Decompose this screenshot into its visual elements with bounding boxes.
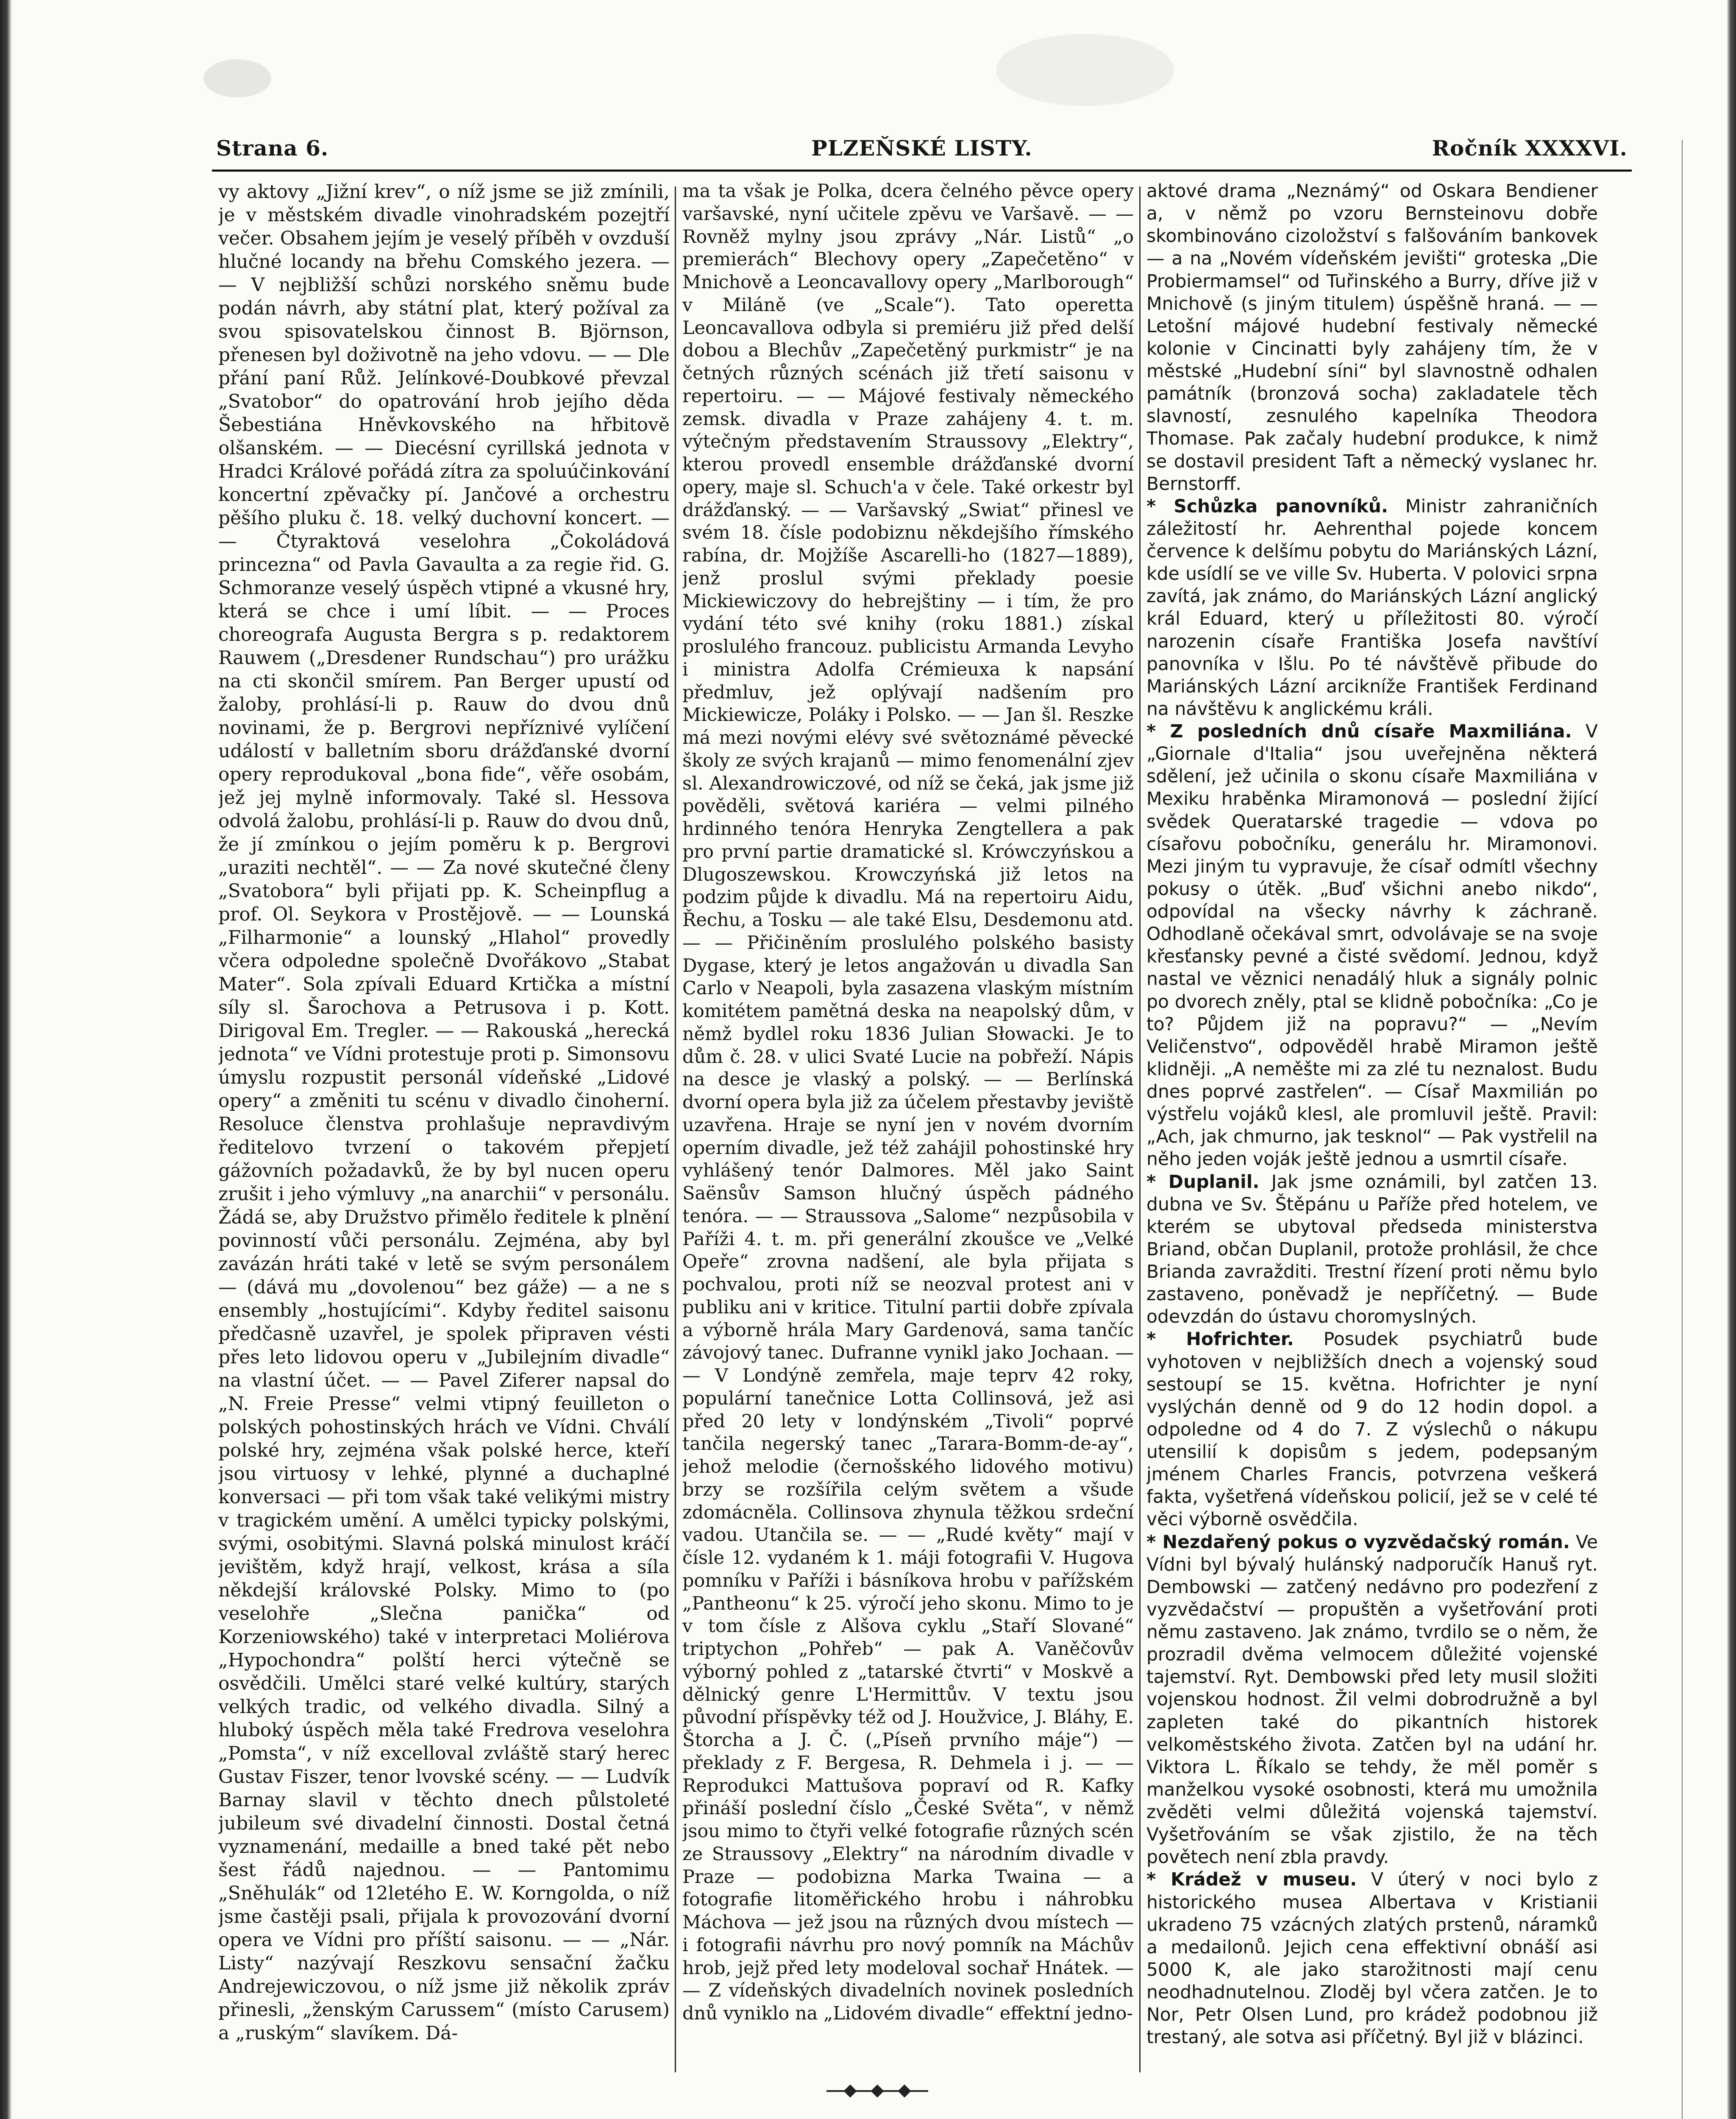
news-item	[1146, 1328, 1598, 1531]
header-rule	[212, 170, 1632, 172]
page-number: Strana 6.	[216, 136, 329, 161]
news-item-text: Ve Vídni byl bývalý hulánský nadporučík Hanuš ryt. Dembowski — zatčený nedávno pro podezření z vyzvědačství — propuštěn a vyšetřování proti němu zastaveno. Jak známo, tvrdilo se o něm, že prozradil dvěma velmocem důležité vojenské tajemství. Ryt. Dembowski před lety musil složiti vojenskou hodnost. Žil velmi dobrodružně a byl zapleten také do pikantních historek velkoměstského života. Zatčen byl na udání hr. Viktora L. Říkalo se tehdy, že měl poměr s manželkou vysoké osobnosti, která mu umožnila zvěděti velmi důležitá vojenská tajemství. Vyšetřováním se však zjistilo, že na těch povětech není zbla pravdy.	[1146, 1532, 1598, 1868]
article-text: vy aktovy „Jižní krev“, o níž jsme se již zmínili, je v městském divadle vinohradském pozejtří večer. Obsahem jejím je veselý příběh v ovzduší hlučné locandy na břehu Comského jezera. — — V nejbližší schůzi norského sněmu bude podán návrh, aby státní plat, který požíval za svou spisovatelskou činnost B. Björnson, přenesen byl doživotně na jeho vdovu. — — Dle přání paní Růž. Jelínkové-Doubkové převzal „Svatobor“ do opatrování hrob jejího děda Šebestiána Hněvkovského na hřbitově olšanském. — — Diecésní cyrillská jednota v Hradci Králové pořádá zítra za spoluúčinkování koncertní zpěvačky pí. Jančové a orchestru pěšího pluku č. 18. velký duchovní koncert. — — Čtyraktová veselohra „Čokoládová princezna“ od Pavla Gavaulta a za regie řid. G. Schmoranze veselý úspěch vtipné a vkusné hry, která se chce i umí líbit. — — Proces choreografa Augusta Bergra s p. redaktorem Rauwem („Dresdener Rundschau“) pro urážku na cti skončil smírem. Pan Berger upustí od žaloby, prohlásí-li p. Rauw do dvou dnů novinami, že p. Bergrovi nepříznivé vylíčení událostí v balletním sboru drážďanské dvorní opery reprodukoval „bona fide“, věře osobám, jež jej mylně informovaly. Také sl. Hessova odvolá žalobu, prohlásí-li p. Rauw do dvou dnů, že jí zmínkou o jejím poměru k p. Bergrovi „uraziti nechtěl“. — — Za nové skutečné členy „Svatobora“ byli přijati pp. K. Scheinpflug a prof. Ol. Seykora v Prostějově. — — Lounská „Filharmonie“ a lounský „Hlahol“ provedly včera odpoledne společně Dvořákovo „Stabat Mater“. Sola zpívali Eduard Krtička a místní síly sl. Šarochova a Petrusova i p. Kott. Dirigoval Em. Tregler. — — Rakouská „herecká jednota“ ve Vídni protestuje proti p. Simonsovu úmyslu rozpustit personál vídeňské „Lidové opery“ a změniti tu scénu v divadlo činoherní. Resoluce členstva prohlašuje nepravdivým ředitelovo tvrzení o takovém přepjetí gážovních požadavků, že by byl nucen operu zrušit i jeho výmluvy „na anarchii“ v personálu. Žádá se, aby Družstvo přimělo ředitele k plnění povinností vůči personálu. Zejména, aby byl zavázán hráti také v letě se svým personálem — (dává mu „dovolenou“ bez gáže) — a ne s ensembly „hostujícími“. Kdyby ředitel saisonu předčasně uzavřel, je spolek připraven vésti přes leto lidovou operu v „Jubilejním divadle“ na vlastní účet. — — Pavel Ziferer napsal do „N. Freie Presse“ velmi vtipný feuilleton o polských pohostinských hrách ve Vídni. Chválí polské hry, zejména však polské herce, kteří jsou virtuosy v lehké, plynné a duchaplné konversaci — při tom však také velikými mistry v tragickém umění. A umělci typicky polskými, svými, osobitými. Slavná polská minulost kráčí jevištěm, když hrají, velkost, krása a síla někdejší královské Polsky. Mimo to (po veselohře „Slečna panička“ od Korzeniowského) také v interpretaci Moliérova „Hypochondra“ polští herci výtečně se osvědčili. Umělci staré velké kultúry, starých velkých tradic, od velkého divadla. Silný a hluboký úspěch měla také Fredrova veselohra „Pomsta“, v níž excelloval zvláště starý herec Gustav Fiszer, tenor lvovské scény. — — Ludvík Barnay slavil v těchto dnech půlstoleté jubileum své divadelní činnosti. Dostal četná vyznamenání, medaille a bned také pět nebo šest řádů najednou. — — Pantomimu „Sněhulák“ od 12letého E. W. Korngolda, o níž jsme častěji psali, přijala k provozování dvorní opera ve Vídni pro příští saisonu. — — „Nár. Listy“ nazývají Reszkovu sensační žačku Andrejewiczovou, o níž jsme již několik zpráv přinesli, „ženským Carussem“ (místo Carusem) a „ruským“ slavíkem. Dá-	[218, 181, 670, 2044]
news-item-text: Posudek psychiatrů bude vyhotoven v nejbližších dnech a vojenský soud sestoupí se 15. května. Hofrichter je nyní vyslýchán denně od 9 do 12 hodin dopol. a odpoledne od 4 do 7. Z výslechů o nákupu utensilií k dopisům s jedem, podepsaným jménem Charles Francis, potvrzena veškerá fakta, vyšetřená vídeňskou policií, jež se v celé té věci výborně osvědčila.	[1146, 1329, 1598, 1530]
end-ornament	[826, 2084, 928, 2097]
news-item-text: V „Giornale d'Italia“ jsou uveřejněna některá sdělení, jež učinila o skonu císaře Maxmiliána v Mexiku hraběnka Miramonová — poslední žijící svědek Queratarské tragedie — vdova po císařovu pobočníku, generálu hr. Miramonovi. Mezi jiným tu vypravuje, že císař odmítl všechny pokusy o útěk. „Buď všichni anebo nikdo“, odpovídal na všecky návrhy k záchraně. Odhodlaně očekával smrt, odvolávaje se na svoje křesťansky pevné a čisté svědomí. Jednou, když nastal ve věznici nenadálý hluk a signály polnic po dvorech zněly, ptal se klidně pobočníka: „Co je to? Půjdem již na popravu?“ — „Nevím Veličenstvo“, odpověděl hrabě Miramon ještě klidněji. „A neměšte mi za zlé tu neznalost. Budu dnes poprvé zastřelen“. — Císař Maxmilián po výstřelu vojáků klesl, ale promluvil ještě. Pravil: „Ach, jak chmurno, jak tesknol“ — Pak vystřelil na něho jeden voják ještě jednou a usmrtil císaře.	[1146, 721, 1598, 1170]
paper-smudge	[996, 34, 1174, 106]
news-item	[1146, 1171, 1598, 1329]
news-item-text: Ministr zahraničních záležitostí hr. Aehrenthal pojede koncem července k delšímu pobytu do Mariánských Lázní, kde usídlí se ve ville Sv. Huberta. V polovici srpna zavítá, jak známo, do Mariánských Lázní anglický král Eduard, který u příležitosti 80. výročí narozenin císaře Františka Josefa navštíví panovníka v Išlu. Po té návštěvě přibude do Mariánských Lázní arcikníže František Ferdinand na návštěvu k anglickému králi.	[1146, 496, 1598, 720]
news-item-title: * Nezdařený pokus o vyzvědačský román.	[1146, 1532, 1570, 1553]
column-3	[1146, 180, 1598, 2075]
ornament-dot	[898, 2084, 911, 2097]
scan-edge-right	[1727, 0, 1736, 2119]
ornament-dot	[871, 2084, 884, 2097]
news-item	[1146, 495, 1598, 720]
newspaper-title: PLZEŇSKÉ LISTY.	[811, 136, 1032, 161]
article-text: ma ta však je Polka, dcera čelného pěvce opery varšavské, nyní učitele zpěvu ve Varšavě. — — Rovněž mylny jsou zprávy „Nár. Listů“ „o premierách“ Blechovy opery „Zapečetěno“ v Mnichově a Leoncavallovy opery „Marlborough“ v Miláně (ve „Scale“). Tato operetta Leoncavallova odbyla si premiéru již před delší dobou a Blechův „Zapečetěný purkmistr“ je na četných různých scénách již třetí saisonu v repertoiru. — — Májové festivaly německého zemsk. divadla v Praze zahájeny 4. t. m. výtečným představením Straussovy „Elektry“, kterou provedl ensemble drážďanské dvorní opery, maje sl. Schuch'a v čele. Také orkestr byl drážďanský. — — Varšavský „Swiat“ přinesl ve svém 18. čísle podobiznu někdejšího římského rabína, dr. Mojžíše Ascarelli-ho (1827—1889), jenž proslul svými překlady poesie Mickiewiczovy do hebrejštiny — i tím, že pro vydání této své knihy (roku 1881.) získal proslulého francouz. publicistu Armanda Levyho i ministra Adolfa Crémieuxa k napsání předmluv, jež oplývají nadšením pro Mickiewicze, Poláky i Polsko. — — Jan šl. Reszke má mezi novými elévy své světoznámé pěvecké školy ze svých krajanů — mimo fenomenální zjev sl. Alexandrowiczové, od níž se čeká, jak jsme již pověděli, světová kariéra — velmi pilného hrdinného tenóra Henryka Zengtellera a pak pro první partie dramatické sl. Krówczyńskou a Dlugoszewskou. Krowczyńská již letos na podzim půjde k divadlu. Má na repertoiru Aidu, Řechu, a Tosku — ale také Elsu, Desdemonu atd. — — Přičiněním proslulého polského basisty Dygase, který je letos angažován u divadla San Carlo v Neapoli, byla zasazena vlaským místním komitétem pamětná deska na neapolský dům, v němž bydlel roku 1836 Julian Słowacki. Je to dům č. 28. v ulici Svaté Lucie na pobřeží. Nápis na desce je vlaský a polský. — — Berlínská dvorní opera byla již za účelem přestavby jeviště uzavřena. Hraje se nyní jen v novém dvorním operním divadle, jež též zahájil pohostinské hry vyhlášený tenór Dalmores. Měl jako Saint Saënsův Samson hlučný úspěch pádného tenóra. — — Straussova „Salome“ nezpůsobila v Paříži 4. t. m. při generální zkoušce ve „Velké Opeře“ zrovna nadšení, ale byla přijata s pochvalou, proti níž se neozval protest ani v publiku ani v kritice. Titulní partii dobře zpívala a výborně hrála Mary Gardenová, sama tančíc závojový tanec. Dufranne vynikl jako Jochaan. — — V Londýně zemřela, maje teprv 42 roky, populární tanečnice Lotta Collinsová, jež asi před 20 lety v londýnském „Tivoli“ poprvé tančila negerský tanec „Tarara-Bomm-de-ay“, jehož melodie (černošského lidového motivu) brzy se rozšířila celým světem a všude zdomácněla. Collinsova zhynula těžkou srdeční vadou. Utančila se. — — „Rudé květy“ mají v čísle 12. vydaném k 1. máji fotografii V. Hugova pomníku v Paříži i básníkova hrobu v pařížském „Pantheonu“ k 25. výročí jeho skonu. Mimo to je v tom čísle z Alšova cyklu „Staří Slované“ triptychon „Pohřeb“ — pak A. Vaněčovův výborný pohled z „tatarské čtvrti“ v Moskvě a dělnický genre L'Hermittův. V textu jsou původní příspěvky též od J. Houžvice, J. Bláhy, E. Štorcha a J. Č. („Píseň prvního máje“) — překlady z F. Bergesa, R. Dehmela i j. — — Reprodukci Mattušova popraví od R. Kafky přináší poslední číslo „České Světa“, v němž jsou mimo to čtyři velké fotografie různých scén ze Straussovy „Elektry“ na národním divadle v Praze — podobizna Marka Twaina — a fotografie litoměřického hrobu i náhrobku Máchova — jež jsou na různých dvou místech — i fotografii návrhu pro nový pomník na Máchův hrob, jejž před lety modeloval sochař Hnátek. — — Z vídeňských divadelních novinek posledních dnů vyniklo na „Lidovém divadle“ effektní jedno-	[682, 181, 1134, 2024]
paper-smudge	[203, 59, 271, 97]
column-divider	[675, 186, 676, 2072]
news-item-title: * Hofrichter.	[1146, 1329, 1294, 1350]
page-fold-line	[1682, 140, 1683, 2119]
page-header	[216, 136, 1628, 170]
news-item-text: V úterý v noci bylo z historického musea Albertava v Kristianii ukradeno 75 vzácných zlatých prstenů, náramků a medailonů. Jejich cena effektivní obnáší asi 5000 K, ale jako starožitnosti mají cenu neodhadnutelnou. Zloděj byl včera zatčen. Je to Nor, Petr Olsen Lund, pro krádež podobnou již trestaný, ale sotva asi příčetný. Byl již v blázinci.	[1146, 1869, 1598, 2048]
news-item-text: Jak jsme oznámili, byl zatčen 13. dubna ve Sv. Štěpánu u Paříže před hotelem, ve kterém se ubytoval předseda ministerstva Briand, občan Duplanil, protože prohlásil, že chce Brianda zavražditi. Trestní řízení proti němu bylo zastaveno, poněvadž je nepříčetný. — Bude odevzdán do ústavu choromyslných.	[1146, 1171, 1598, 1328]
column-2	[682, 180, 1134, 2075]
column-divider	[1139, 186, 1141, 2072]
volume-number: Ročník XXXXVI.	[1432, 136, 1628, 161]
article-text: aktové drama „Neznámý“ od Oskara Bendiener a, v němž po vzoru Bernsteinovu dobře skombinováno cizoložství s falšováním bankovek — a na „Novém vídeňském jevišti“ groteska „Die Probiermamsel“ od Tuřinského a Burry, dříve již v Mnichově (s jiným titulem) úspěšně hraná. — — Letošní májové hudební festivaly německé kolonie v Cincinatti byly zahájeny tím, že v městské „Hudební síni“ byl slavnostně odhalen památník (bronzová socha) zakladatele těch slavností, zesnulého kapelníka Theodora Thomase. Pak začaly hudební produkce, k nimž se dostavil president Taft a německý vyslanec hr. Bernstorff.	[1146, 181, 1598, 495]
scan-edge-left	[0, 0, 12, 2119]
ornament-dot	[843, 2084, 857, 2097]
news-item-title: * Duplanil.	[1146, 1171, 1260, 1193]
news-item-title: * Schůzka panovníků.	[1146, 496, 1388, 517]
news-item	[1146, 720, 1598, 1171]
news-item	[1146, 1531, 1598, 1869]
column-1	[218, 180, 670, 2075]
news-item-title: * Z posledních dnů císaře Maxmiliána.	[1146, 721, 1572, 742]
news-item-title: * Krádež v museu.	[1146, 1869, 1357, 1891]
news-item	[1146, 1869, 1598, 2049]
